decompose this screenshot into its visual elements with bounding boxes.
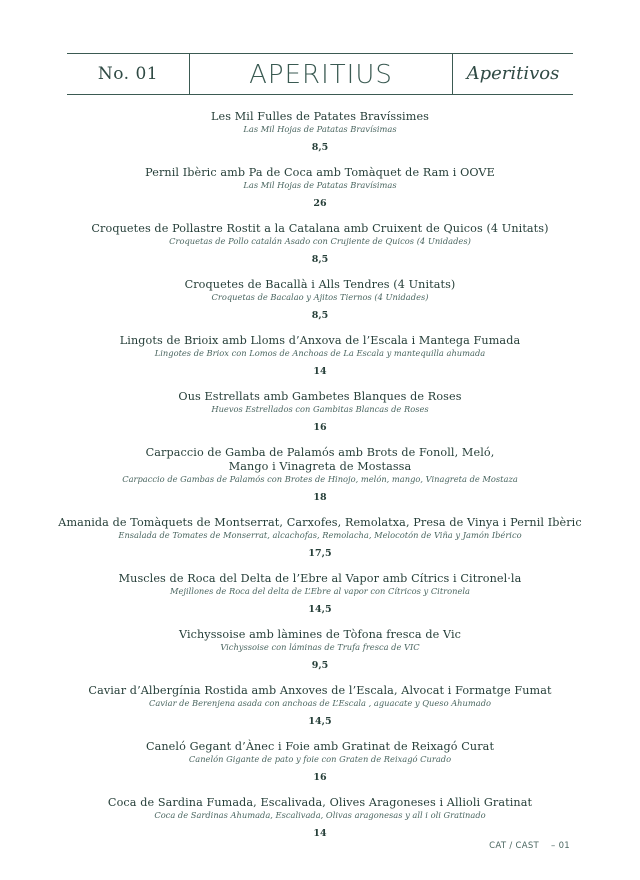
dish-name: Caviar d’Albergínia Rostida amb Anxoves de l’Escala, Alvocat i Formatge Fumat <box>88 684 552 697</box>
dish-name: Croquetes de Pollastre Rostit a la Catalana amb Cruixent de Quicos (4 Unitats) <box>91 222 549 235</box>
dish-name: Vichyssoise amb làmines de Tòfona fresca de Vic <box>178 628 462 641</box>
dish-item <box>40 628 600 672</box>
dish-name: Amanida de Tomàquets de Montserrat, Carxofes, Remolatxa, Presa de Vinya i Pernil Ibèric <box>58 516 582 529</box>
dish-translation: Canelón Gigante de pato y foie con Graten de Reixagó Curado <box>188 754 452 764</box>
dish-price: 14,5 <box>308 604 332 615</box>
page-number: – 01 <box>551 841 570 851</box>
dish-name: Ous Estrellats amb Gambetes Blanques de Roses <box>178 390 462 403</box>
menu-header <box>67 53 573 95</box>
dish-item <box>40 740 600 784</box>
dish-name: Lingots de Brioix amb Lloms d’Anxova de l’Escala i Mantega Fumada <box>119 334 521 347</box>
dish-name: Muscles de Roca del Delta de l’Ebre al Vapor amb Cítrics i Citronel·la <box>118 572 522 585</box>
dish-item <box>40 334 600 378</box>
dish-item <box>40 796 600 840</box>
dish-price: 14,5 <box>308 716 332 727</box>
dish-name: Caneló Gegant d’Ànec i Foie amb Gratinat de Reixagó Curat <box>145 740 495 753</box>
dish-translation: Lingotes de Briox con Lomos de Anchoas de La Escala y mantequilla ahumada <box>154 348 486 358</box>
dish-item <box>40 166 600 210</box>
dish-item <box>40 684 600 728</box>
dish-price: 8,5 <box>311 142 329 153</box>
dish-name: Pernil Ibèric amb Pa de Coca amb Tomàquet de Ram i OOVE <box>145 166 495 179</box>
dish-item <box>40 516 600 560</box>
dish-price: 16 <box>313 422 327 433</box>
dish-translation: Croquetas de Bacalao y Ajitos Tiernos (4 Unidades) <box>211 292 429 302</box>
dish-item <box>40 110 600 154</box>
dish-name-line2: Mango i Vinagreta de Mostassa <box>228 460 412 473</box>
dish-name: Les Mil Fulles de Patates Bravíssimes <box>210 110 430 123</box>
dish-price: 9,5 <box>311 660 329 671</box>
dish-translation: Las Mil Hojas de Patatas Bravísimas <box>243 124 397 134</box>
section-title: APERITIUS <box>249 60 393 90</box>
dish-item <box>40 278 600 322</box>
dish-price: 14 <box>313 828 327 839</box>
dish-list <box>40 110 600 852</box>
dish-item <box>40 446 600 504</box>
dish-translation: Caviar de Berenjena asada con anchoas de L’Escala , aguacate y Queso Ahumado <box>149 698 491 708</box>
dish-price: 8,5 <box>311 254 329 265</box>
dish-name: Croquetes de Bacallà i Alls Tendres (4 Unitats) <box>184 278 456 291</box>
dish-item <box>40 572 600 616</box>
dish-name: Carpaccio de Gamba de Palamós amb Brots de Fonoll, Meló, <box>145 446 495 459</box>
dish-translation: Carpaccio de Gambas de Palamós con Brotes de Hinojo, melón, mango, Vinagreta de Mostaza <box>122 474 518 484</box>
dish-translation: Vichyssoise con láminas de Trufa fresca de VIC <box>220 642 420 652</box>
dish-item <box>40 390 600 434</box>
dish-translation: Mejillones de Roca del delta de L’Ebre al vapor con Cítricos y Citronela <box>170 586 470 596</box>
dish-price: 16 <box>313 772 327 783</box>
dish-translation: Huevos Estrellados con Gambitas Blancas de Roses <box>211 404 429 414</box>
dish-price: 8,5 <box>311 310 329 321</box>
dish-name: Coca de Sardina Fumada, Escalivada, Olives Aragoneses i Allioli Gratinat <box>107 796 533 809</box>
page-footer <box>489 841 570 851</box>
dish-translation: Ensalada de Tomates de Monserrat, alcachofas, Remolacha, Melocotón de Viña y Jamón Ibérico <box>118 530 522 540</box>
dish-translation: Croquetas de Pollo catalán Asado con Crujiente de Quicos (4 Unidades) <box>169 236 471 246</box>
dish-price: 14 <box>313 366 327 377</box>
dish-translation: Coca de Sardinas Ahumada, Escalivada, Olivas aragonesas y all i oli Gratinado <box>154 810 486 820</box>
dish-price: 18 <box>313 492 327 503</box>
section-title-spanish: Aperitivos <box>466 63 560 84</box>
dish-price: 26 <box>313 198 327 209</box>
dish-translation: Las Mil Hojas de Patatas Bravísimas <box>243 180 397 190</box>
section-number: No. 01 <box>97 64 159 84</box>
language-label: CAT / CAST <box>489 841 540 851</box>
dish-item <box>40 222 600 266</box>
dish-price: 17,5 <box>308 548 332 559</box>
